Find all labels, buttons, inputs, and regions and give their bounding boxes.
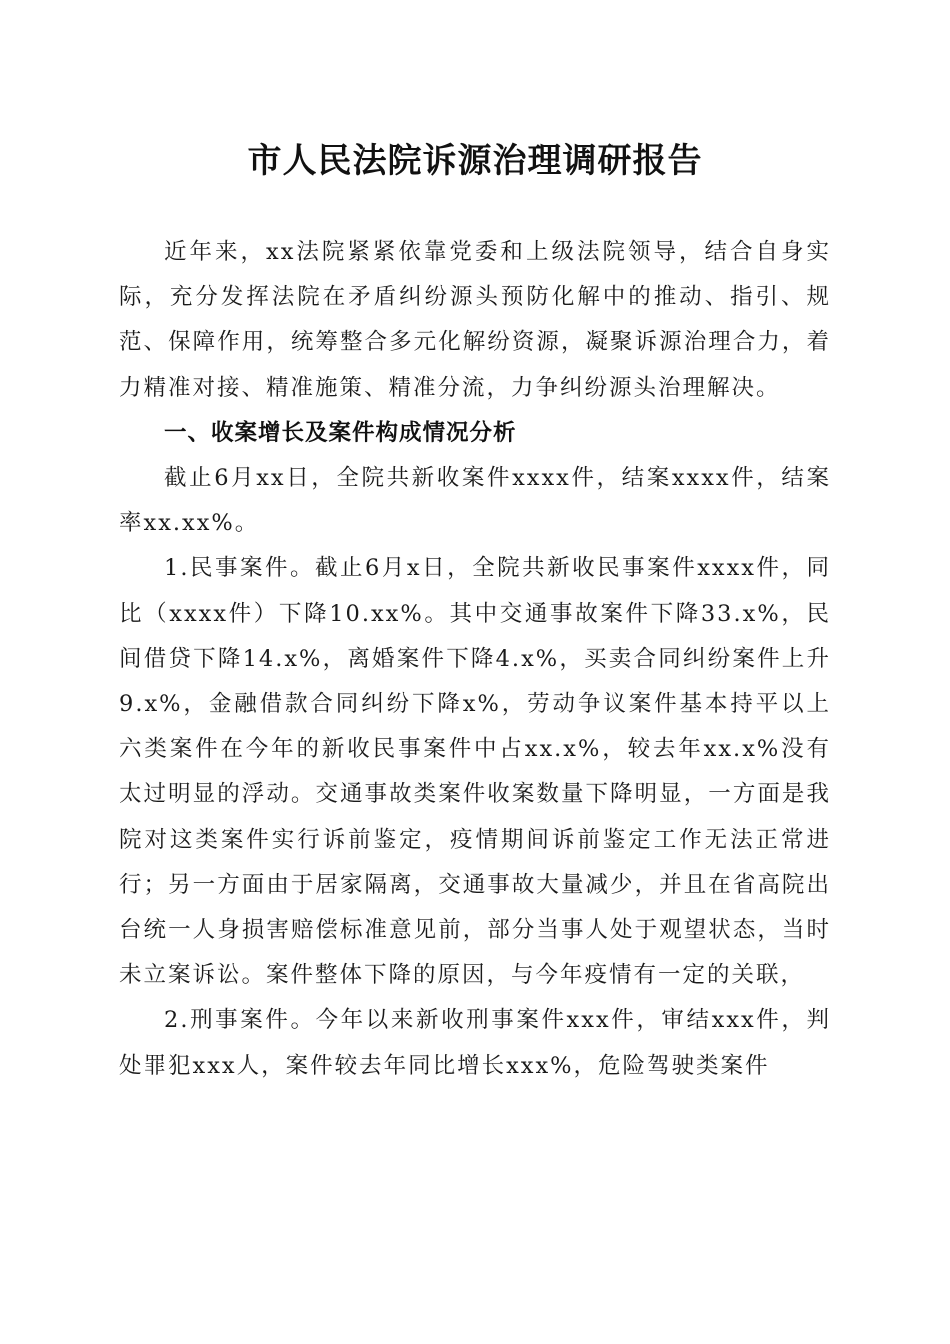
paragraph-case-summary: 截止6月xx日，全院共新收案件xxxx件，结案xxxx件，结案率xx.xx%。: [119, 465, 831, 537]
paragraph-intro: 近年来，xx法院紧紧依靠党委和上级法院领导，结合自身实际，充分发挥法院在矛盾纠纷源头预防化解中的推动、指引、规范、保障作用，统筹整合多元化解纷资源，凝聚诉源治理合力，着力精准对接、精准施策、精准分流，力争纠纷源头治理解决。: [119, 239, 831, 401]
paragraph-criminal-cases: 2.刑事案件。今年以来新收刑事案件xxx件，审结xxx件，判处罪犯xxx人，案件较去年同比增长xxx%，危险驾驶类案件: [119, 1007, 831, 1079]
paragraph-civil-cases: 1.民事案件。截止6月x日，全院共新收民事案件xxxx件，同比（xxxx件）下降10.xx%。其中交通事故案件下降33.x%，民间借贷下降14.x%，离婚案件下降4.x%，买卖合同纠纷案件上升9.x%，金融借款合同纠纷下降x%，劳动争议案件基本持平以上六类案件在今年的新收民事案件中占xx.x%，较去年xx.x%没有太过明显的浮动。交通事故类案件收案数量下降明显，一方面是我院对这类案件实行诉前鉴定，疫情期间诉前鉴定工作无法正常进行；另一方面由于居家隔离，交通事故大量减少，并且在省高院出台统一人身损害赔偿标准意见前，部分当事人处于观望状态，当时未立案诉讼。案件整体下降的原因，与今年疫情有一定的关联，: [119, 555, 831, 989]
section-heading-1: 一、收案增长及案件构成情况分析: [164, 419, 517, 446]
document-title: 市人民法院诉源治理调研报告: [247, 141, 703, 181]
document-body: [119, 230, 831, 1089]
